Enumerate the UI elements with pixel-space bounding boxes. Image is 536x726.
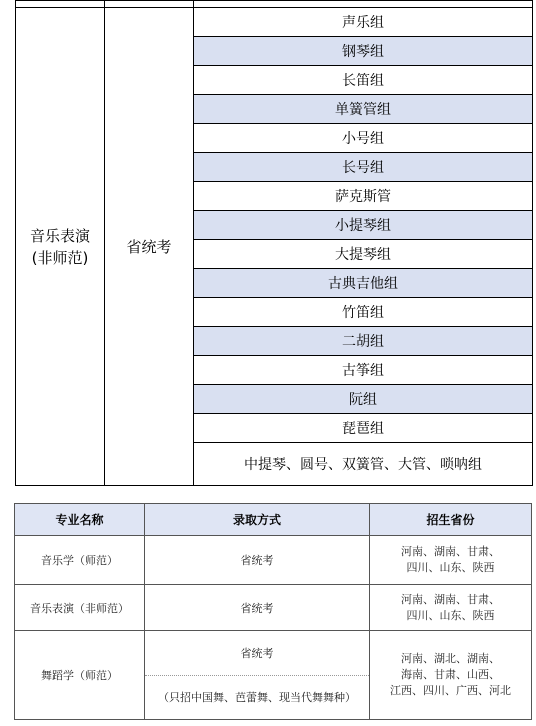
major-name-cell: 音乐表演 (非师范): [16, 8, 105, 486]
major-name: 音乐表演（非师范）: [15, 585, 145, 631]
instrument-group: 竹笛组: [194, 298, 533, 327]
admission-method-cell: [145, 631, 370, 720]
instrument-group: 二胡组: [194, 327, 533, 356]
province-list: 河南、湖南、甘肃、 四川、山东、陕西: [370, 585, 532, 631]
instrument-group: 萨克斯管: [194, 182, 533, 211]
admission-method: 省统考: [145, 536, 370, 585]
province-list: 河南、湖南、甘肃、 四川、山东、陕西: [370, 536, 532, 585]
major-name: 舞蹈学（师范）: [15, 631, 145, 720]
instrument-group: 阮组: [194, 385, 533, 414]
admission-method-cell: 省统考: [105, 8, 194, 486]
instrument-group: 单簧管组: [194, 95, 533, 124]
instrument-group: 古典吉他组: [194, 269, 533, 298]
header-provinces: 招生省份: [370, 504, 532, 536]
stub-cell: [194, 1, 533, 8]
instrument-group: 小号组: [194, 124, 533, 153]
admission-method-note: （只招中国舞、芭蕾舞、现当代舞舞种）: [158, 691, 356, 705]
groups-table-body: [16, 1, 533, 486]
stub-cell: [105, 1, 194, 8]
instrument-group: 声乐组: [194, 8, 533, 37]
instrument-group: 小提琴组: [194, 211, 533, 240]
instrument-group: 大提琴组: [194, 240, 533, 269]
instrument-group: 长笛组: [194, 66, 533, 95]
music-performance-groups-table: [15, 0, 533, 486]
table-row: [16, 8, 533, 37]
stub-cell: [16, 1, 105, 8]
admission-method: 省统考: [145, 585, 370, 631]
header-major: 专业名称: [15, 504, 145, 536]
instrument-group: 中提琴、圆号、双簧管、大管、唢呐组: [194, 443, 533, 486]
province-list: 河南、湖北、湖南、 海南、甘肃、山西、 江西、四川、广西、河北: [370, 631, 532, 720]
instrument-group: 琵琶组: [194, 414, 533, 443]
instrument-group: 钢琴组: [194, 37, 533, 66]
admission-summary-table: [14, 503, 532, 720]
table-row: [15, 631, 532, 720]
major-name: 音乐学（师范）: [15, 536, 145, 585]
table-top-stub-row: [16, 1, 533, 8]
admission-method: 省统考: [145, 631, 369, 676]
instrument-group: 长号组: [194, 153, 533, 182]
table-row: [15, 585, 532, 631]
table-row: [15, 536, 532, 585]
header-method: 录取方式: [145, 504, 370, 536]
header-row: [15, 504, 532, 536]
instrument-group: 古筝组: [194, 356, 533, 385]
